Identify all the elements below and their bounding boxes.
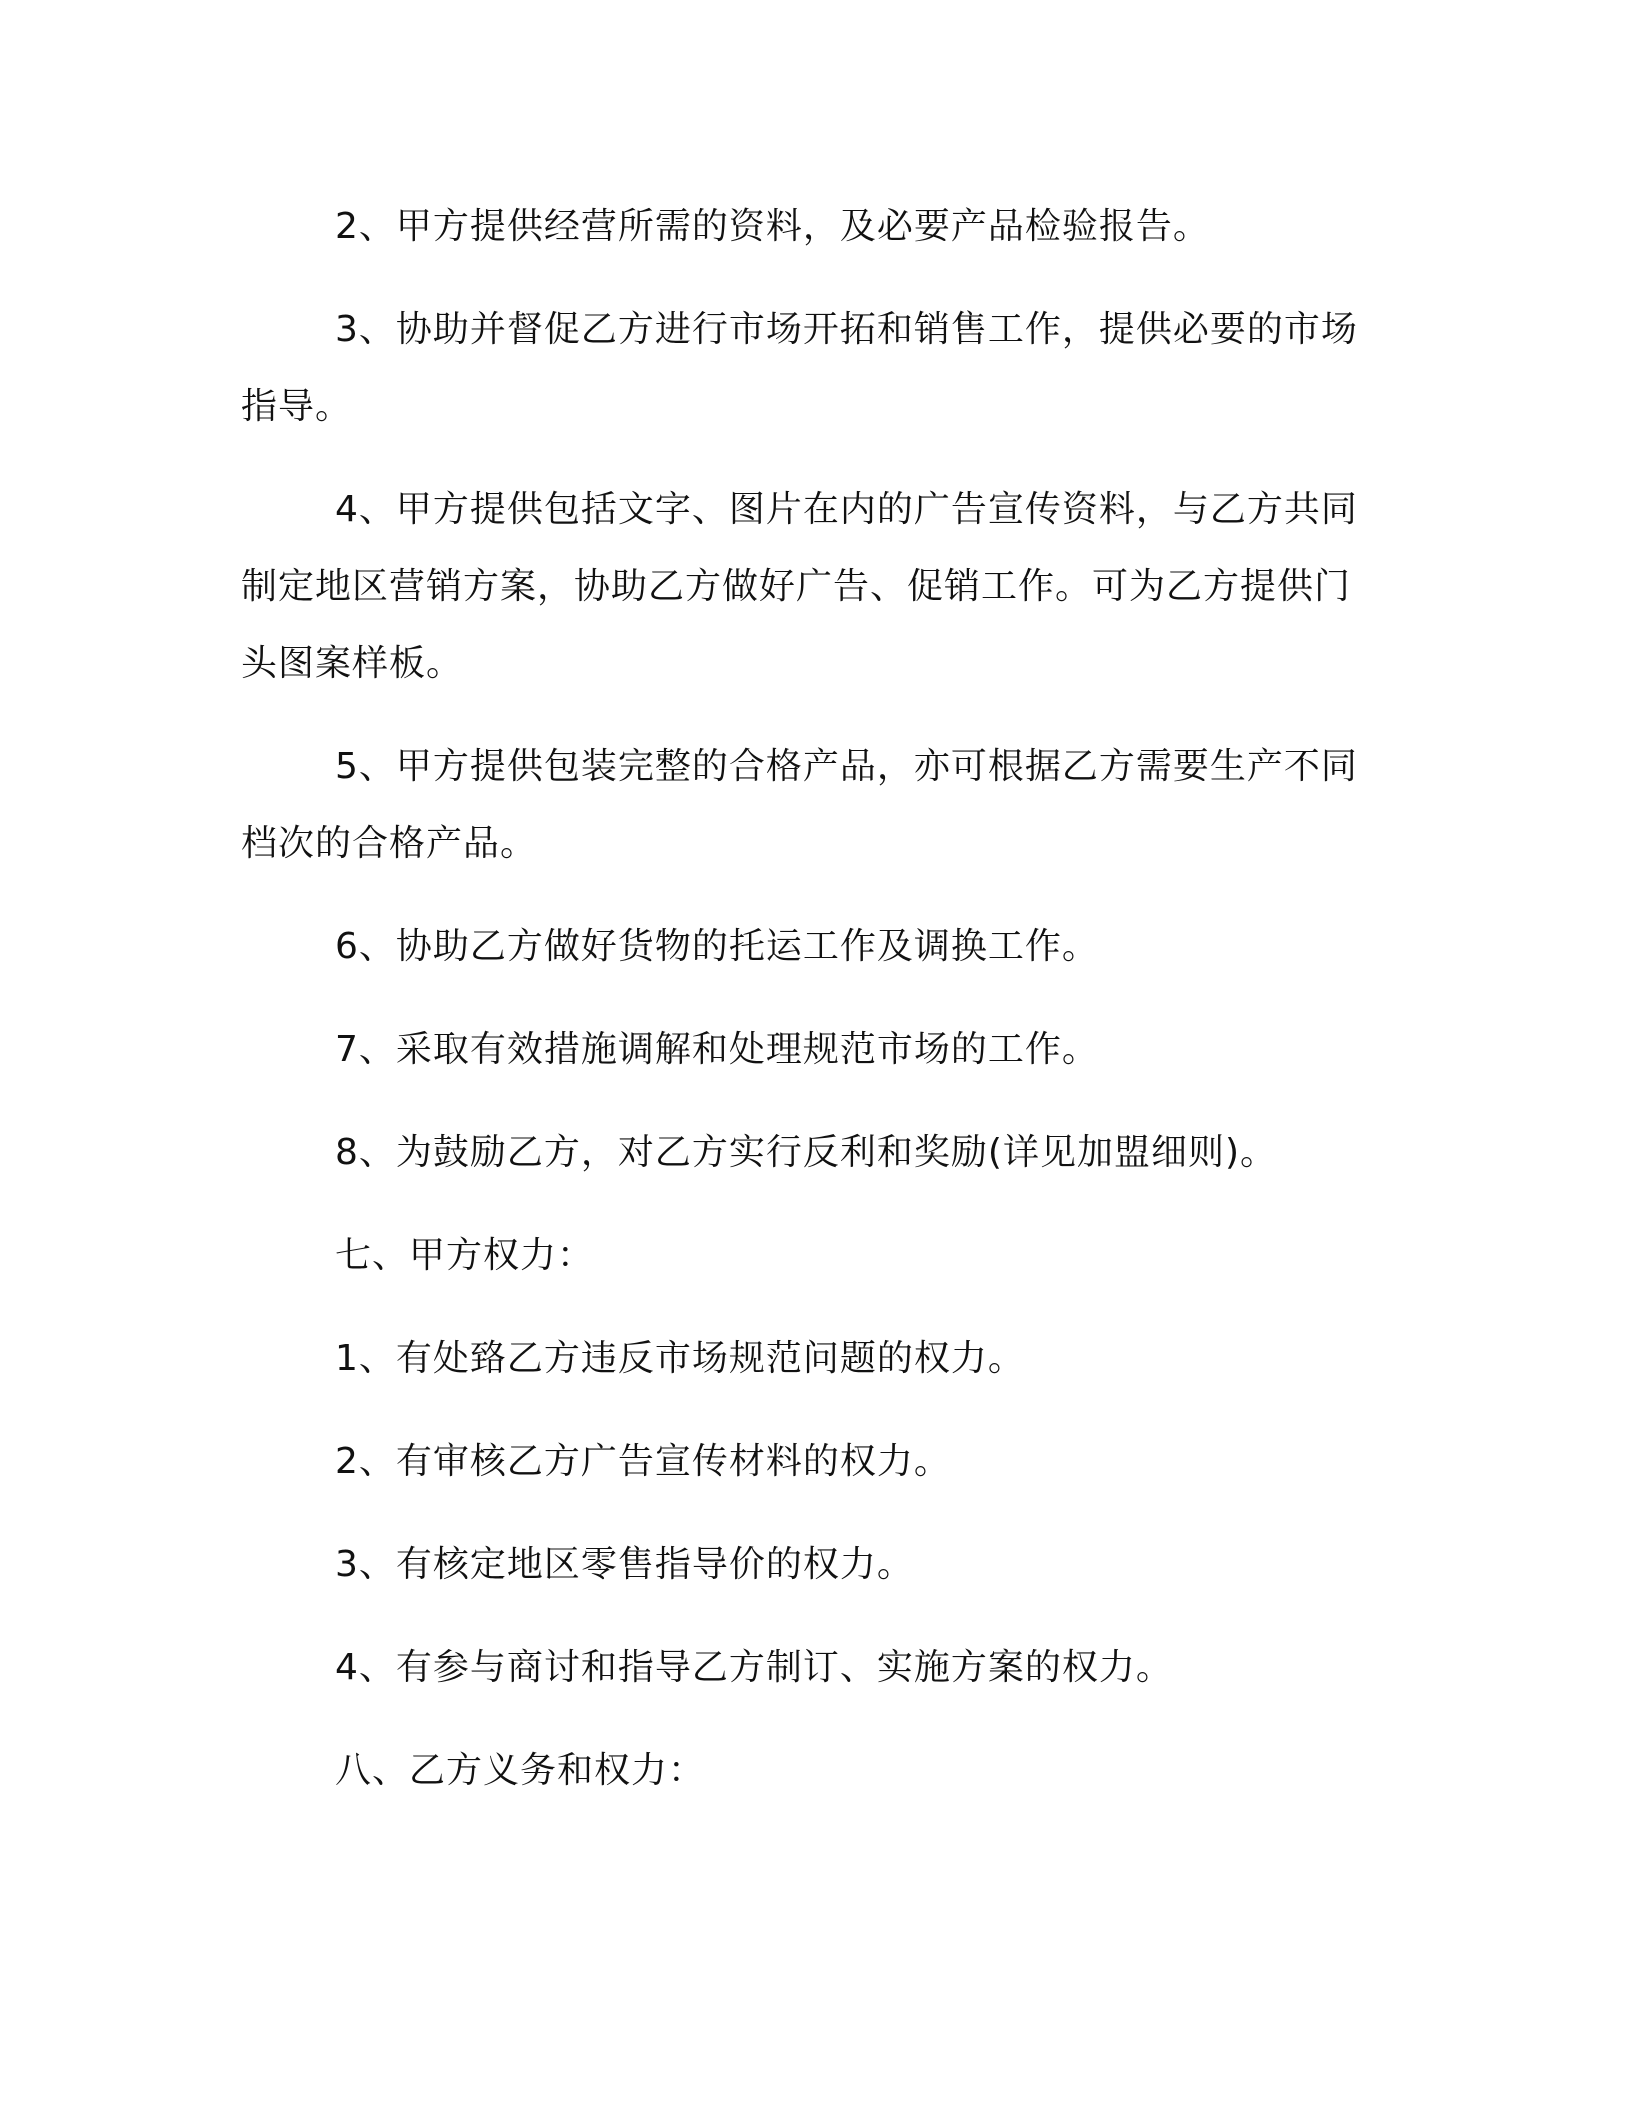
rights-2-review-ads: 2、有审核乙方广告宣传材料的权力。 <box>335 1441 951 1482</box>
rights-1-violations: 1、有处臵乙方违反市场规范问题的权力。 <box>335 1338 1025 1379</box>
section-7-heading: 七、甲方权力： <box>335 1235 595 1276</box>
clause-7-market-regulation: 7、采取有效措施调解和处理规范市场的工作。 <box>335 1029 1099 1070</box>
clause-8-rebates: 8、为鼓励乙方，对乙方实行反利和奖励(详见加盟细则)。 <box>335 1132 1277 1173</box>
clause-4-advertising: 4、甲方提供包括文字、图片在内的广告宣传资料，与乙方共同制定地区营销方案，协助乙方做好广告、促销工作。可为乙方提供门头图案样板。 <box>241 489 1358 684</box>
rights-4-plan-guidance: 4、有参与商讨和指导乙方制订、实施方案的权力。 <box>335 1647 1173 1688</box>
section-8-heading: 八、乙方义务和权力： <box>335 1750 706 1791</box>
rights-3-retail-price: 3、有核定地区零售指导价的权力。 <box>335 1544 914 1585</box>
document-body <box>241 188 1359 1809</box>
clause-6-shipping: 6、协助乙方做好货物的托运工作及调换工作。 <box>335 926 1099 967</box>
clause-5-qualified-products: 5、甲方提供包装完整的合格产品，亦可根据乙方需要生产不同档次的合格产品。 <box>241 746 1358 864</box>
clause-3-market-guidance: 3、协助并督促乙方进行市场开拓和销售工作，提供必要的市场指导。 <box>241 309 1358 427</box>
clause-2-provide-materials: 2、甲方提供经营所需的资料，及必要产品检验报告。 <box>335 206 1210 247</box>
